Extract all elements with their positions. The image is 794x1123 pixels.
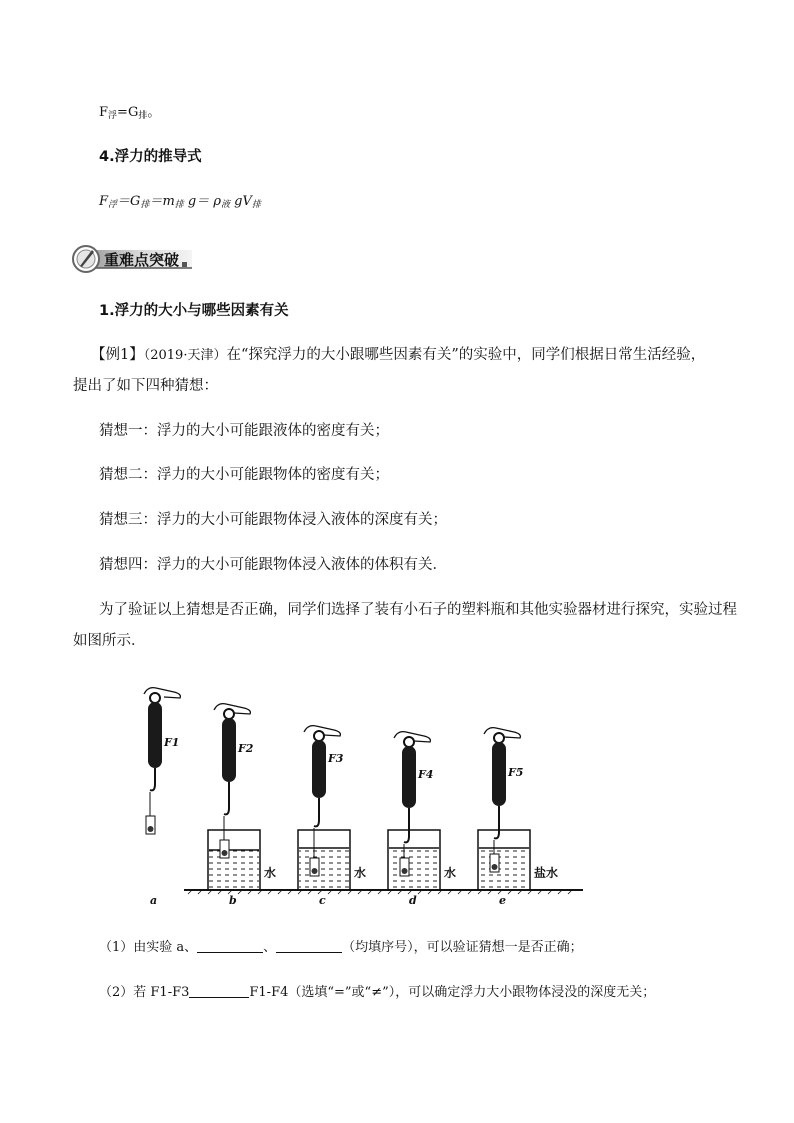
force-label-f2: F2	[238, 742, 254, 755]
force-label-f3: F3	[328, 752, 344, 765]
example-tag: 【例1】	[91, 347, 144, 363]
spring-scale	[492, 742, 506, 806]
hand-icon	[484, 728, 520, 738]
answer-blank-3[interactable]	[189, 983, 249, 998]
liquid-label-e: 盐水	[534, 866, 559, 880]
example-source: （2019·天津）	[143, 348, 227, 363]
spring-scale	[312, 740, 326, 798]
force-label-f5: F5	[508, 766, 524, 779]
para-line-2: 如图所示．	[73, 633, 146, 649]
guess-3: 猜想三：浮力的大小可能跟物体浸入液体的深度有关；	[99, 512, 447, 528]
banner-label: 重难点突破	[104, 251, 180, 269]
hand-icon	[214, 704, 250, 714]
experiment-figure	[128, 680, 588, 908]
setup-label-c: c	[319, 894, 326, 907]
setup-c	[298, 726, 350, 890]
liquid-label-b: 水	[264, 866, 277, 880]
question-1: （1）由实验 a、 、 （均填序号），可以验证猜想一是否正确；	[99, 940, 583, 955]
setup-label-b: b	[229, 894, 237, 907]
guess-4: 猜想四：浮力的大小可能跟物体浸入液体的体积有关．	[99, 557, 447, 573]
intro-formula: $F_浮=G_排$。	[99, 105, 161, 121]
hand-icon	[394, 732, 430, 742]
example-line-1: 【例1】（2019·天津）在“探究浮力的大小跟哪些因素有关”的实验中，同学们根据日常生活经验，	[91, 347, 706, 363]
para-line-1: 为了验证以上猜想是否正确，同学们选择了装有小石子的塑料瓶和其他实验器材进行探究，实验过程	[99, 602, 737, 618]
setup-label-a: a	[150, 894, 158, 907]
part1-heading: 1.浮力的大小与哪些因素有关	[99, 303, 289, 319]
force-label-f1: F1	[164, 736, 180, 749]
setup-d	[388, 732, 440, 890]
guess-2: 猜想二：浮力的大小可能跟物体的密度有关；	[99, 467, 389, 483]
setup-e	[478, 728, 530, 890]
setup-label-e: e	[499, 894, 506, 907]
section4-heading: 4.浮力的推导式	[99, 149, 202, 165]
guess-1: 猜想一：浮力的大小可能跟液体的密度有关；	[99, 423, 389, 439]
question-2: （2）若 F1-F3 F1-F4（选填“=”或“≠”），可以确定浮力大小跟物体浸没的深度无关；	[99, 985, 656, 1000]
hand-icon	[304, 726, 340, 736]
derived-formula: $F_浮=G_排=m_排$ $g= \rho_液$ $gV_排$	[99, 194, 261, 210]
liquid-label-d: 水	[444, 866, 457, 880]
spring-scale	[402, 746, 416, 808]
setup-a	[144, 688, 180, 834]
liquid-label-c: 水	[354, 866, 367, 880]
setup-b	[208, 704, 260, 890]
answer-blank-2[interactable]	[276, 938, 342, 953]
spring-scale	[222, 718, 236, 782]
force-label-f4: F4	[418, 768, 434, 781]
answer-blank-1[interactable]	[197, 938, 263, 953]
example-line-2: 提出了如下四种猜想：	[73, 378, 218, 394]
setup-label-d: d	[409, 894, 417, 907]
spring-scale	[148, 702, 162, 768]
